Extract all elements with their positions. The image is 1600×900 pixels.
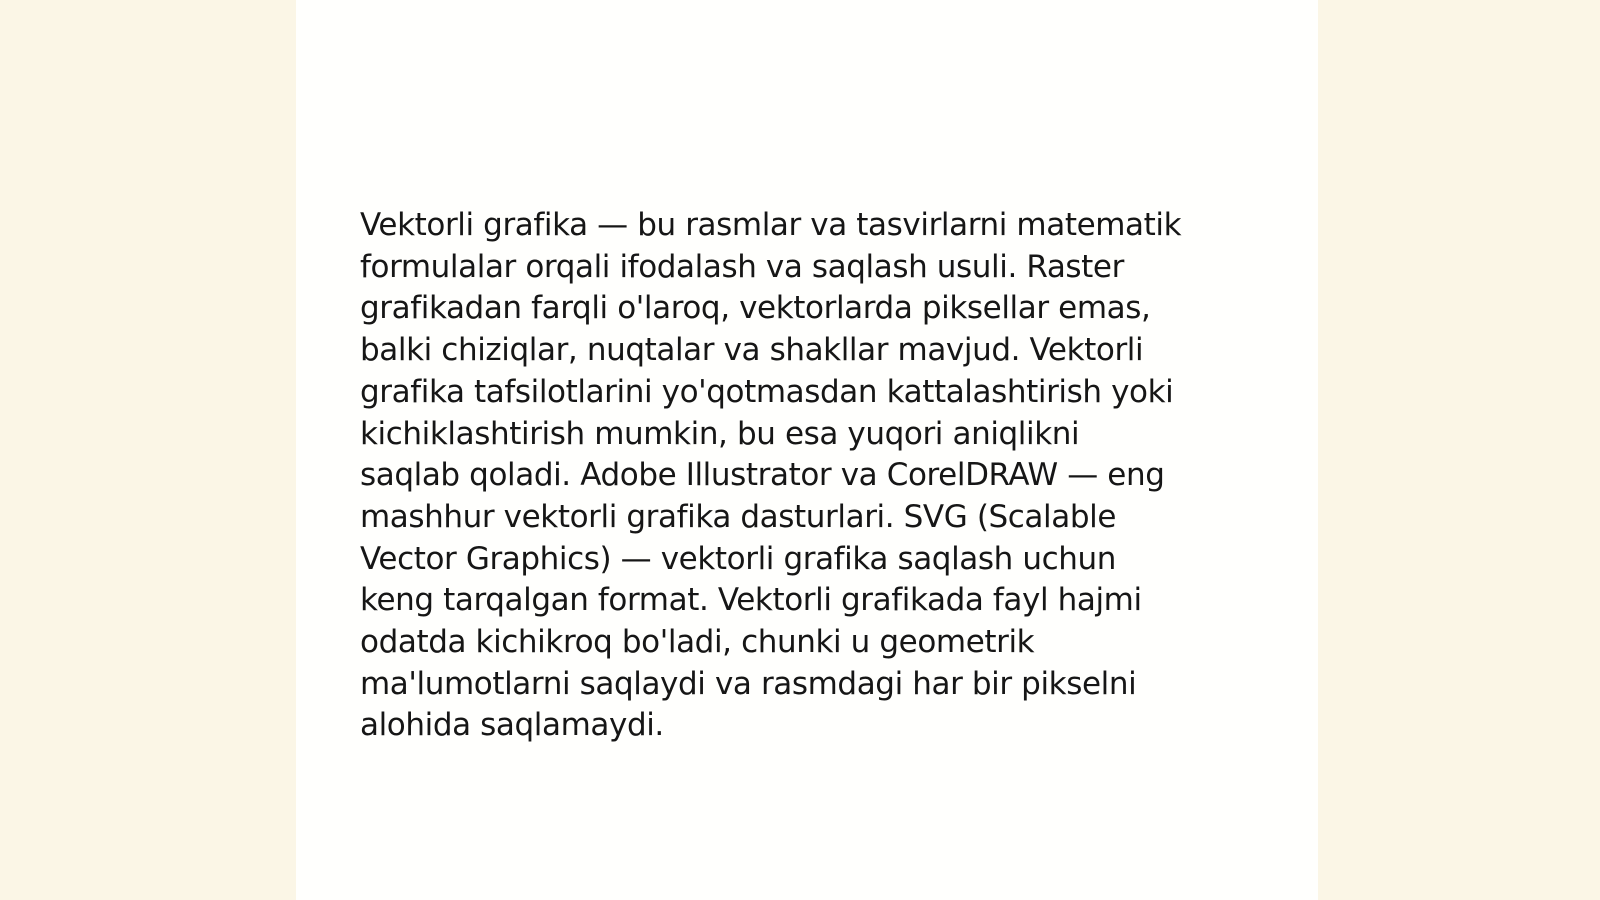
body-paragraph: Vektorli grafika — bu rasmlar va tasvirlarni matematik formulalar orqali ifodalash va saqlash usuli. Raster grafikadan farqli o'laroq, vektorlarda piksellar emas, balki chiziqlar, nuqtalar va shakllar mavjud. Vektorli grafika tafsilotlarini yo'qotmasdan kattalashtirish yoki kichiklashtirish mumkin, bu esa yuqori aniqlikni saqlab qoladi. Adobe Illustrator va CorelDRAW — eng mashhur vektorli grafika dasturlari. SVG (Scalable Vector Graphics) — vektorli grafika saqlash uchun keng tarqalgan format. Vektorli grafikada fayl hajmi odatda kichikroq bo'ladi, chunki u geometrik ma'lumotlarni saqlaydi va rasmdagi har bir pikselni alohida saqlamaydi. — [360, 207, 1182, 744]
document-page — [296, 0, 1318, 900]
